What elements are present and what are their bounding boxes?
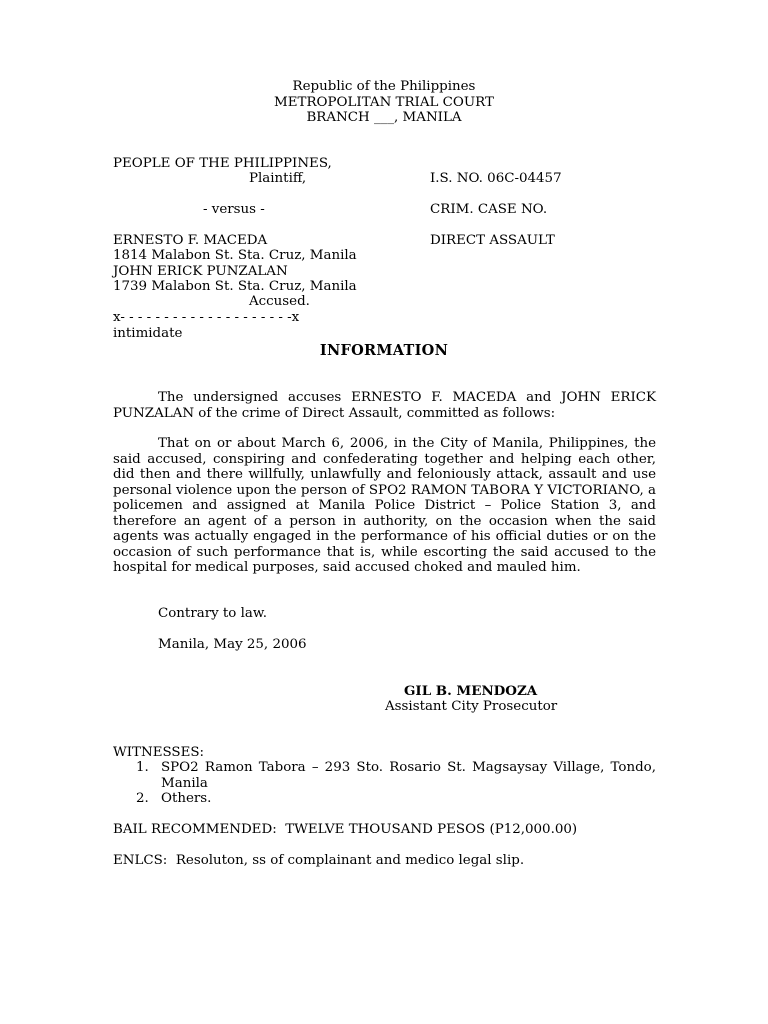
body-paragraph-4: [113, 637, 656, 653]
enclosures-note: ENLCS: Resoluton, ss of complainant and medico legal slip.: [113, 853, 525, 868]
witnesses-list: [136, 760, 656, 807]
signatory-title: Assistant City Prosecutor: [385, 699, 558, 714]
accused1-address: 1814 Malabon St. Sta. Cruz, Manila: [113, 248, 357, 263]
signatory-name: GIL B. MENDOZA: [404, 683, 538, 699]
body-paragraph-2: [113, 436, 656, 576]
header-court: METROPOLITAN TRIAL COURT: [274, 95, 494, 110]
witness-text: Others.: [161, 791, 212, 806]
plaintiff-name: PEOPLE OF THE PHILIPPINES,: [113, 156, 332, 171]
versus-label: - versus -: [203, 202, 265, 217]
caption-separator: x- - - - - - - - - - - - - - - - - - - -x: [113, 310, 300, 325]
accused2-address: 1739 Malabon St. Sta. Cruz, Manila: [113, 279, 357, 294]
document-title: INFORMATION: [319, 342, 449, 359]
accused-role: Accused.: [249, 294, 310, 309]
body-paragraph-2-text: That on or about March 6, 2006, in the City of Manila, Philippines, the said accused, conspiring and confederating together and helping each other, did then and there willfully, unlawfully and feloniously attack, assault and use personal violence upon the person of SPO2 RAMON TABORA Y VICTORIANO, a policemen and assigned at Manila Police District – Police Station 3, and therefore an agent of a person in authority, on the occasion when the said agents was actually engaged in the performance of his official duties or on the occasion of such performance that is, while escorting the said accused to the hospital for medical purposes, said accused choked and mauled him.: [113, 436, 656, 575]
bail-recommendation: BAIL RECOMMENDED: TWELVE THOUSAND PESOS (P12,000.00): [113, 822, 578, 837]
body-paragraph-1-text: The undersigned accuses ERNESTO F. MACEDA and JOHN ERICK PUNZALAN of the crime of Direct Assault, committed as follows:: [113, 390, 656, 421]
plaintiff-role: Plaintiff,: [249, 171, 307, 186]
witness-number: 2.: [136, 791, 149, 806]
witnesses-label: WITNESSES:: [113, 745, 205, 760]
header-branch: BRANCH ___, MANILA: [306, 110, 462, 125]
body-paragraph-1: [113, 390, 656, 421]
witness-item: [136, 791, 656, 807]
body-paragraph-4-text: Manila, May 25, 2006: [158, 637, 307, 652]
is-number: I.S. NO. 06C-04457: [430, 171, 562, 186]
witness-item: [136, 760, 656, 791]
body-paragraph-3-text: Contrary to law.: [158, 606, 268, 621]
accused2-name: JOHN ERICK PUNZALAN: [113, 264, 288, 279]
stray-note: intimidate: [113, 326, 183, 341]
witness-number: 1.: [136, 760, 149, 775]
body-paragraph-3: [113, 606, 656, 622]
witness-text: SPO2 Ramon Tabora – 293 Sto. Rosario St. Magsaysay Village, Tondo, Manila: [161, 760, 656, 791]
offense-label: DIRECT ASSAULT: [430, 233, 555, 248]
header-republic: Republic of the Philippines: [292, 79, 476, 94]
accused1-name: ERNESTO F. MACEDA: [113, 233, 268, 248]
crim-case-number: CRIM. CASE NO.: [430, 202, 548, 217]
